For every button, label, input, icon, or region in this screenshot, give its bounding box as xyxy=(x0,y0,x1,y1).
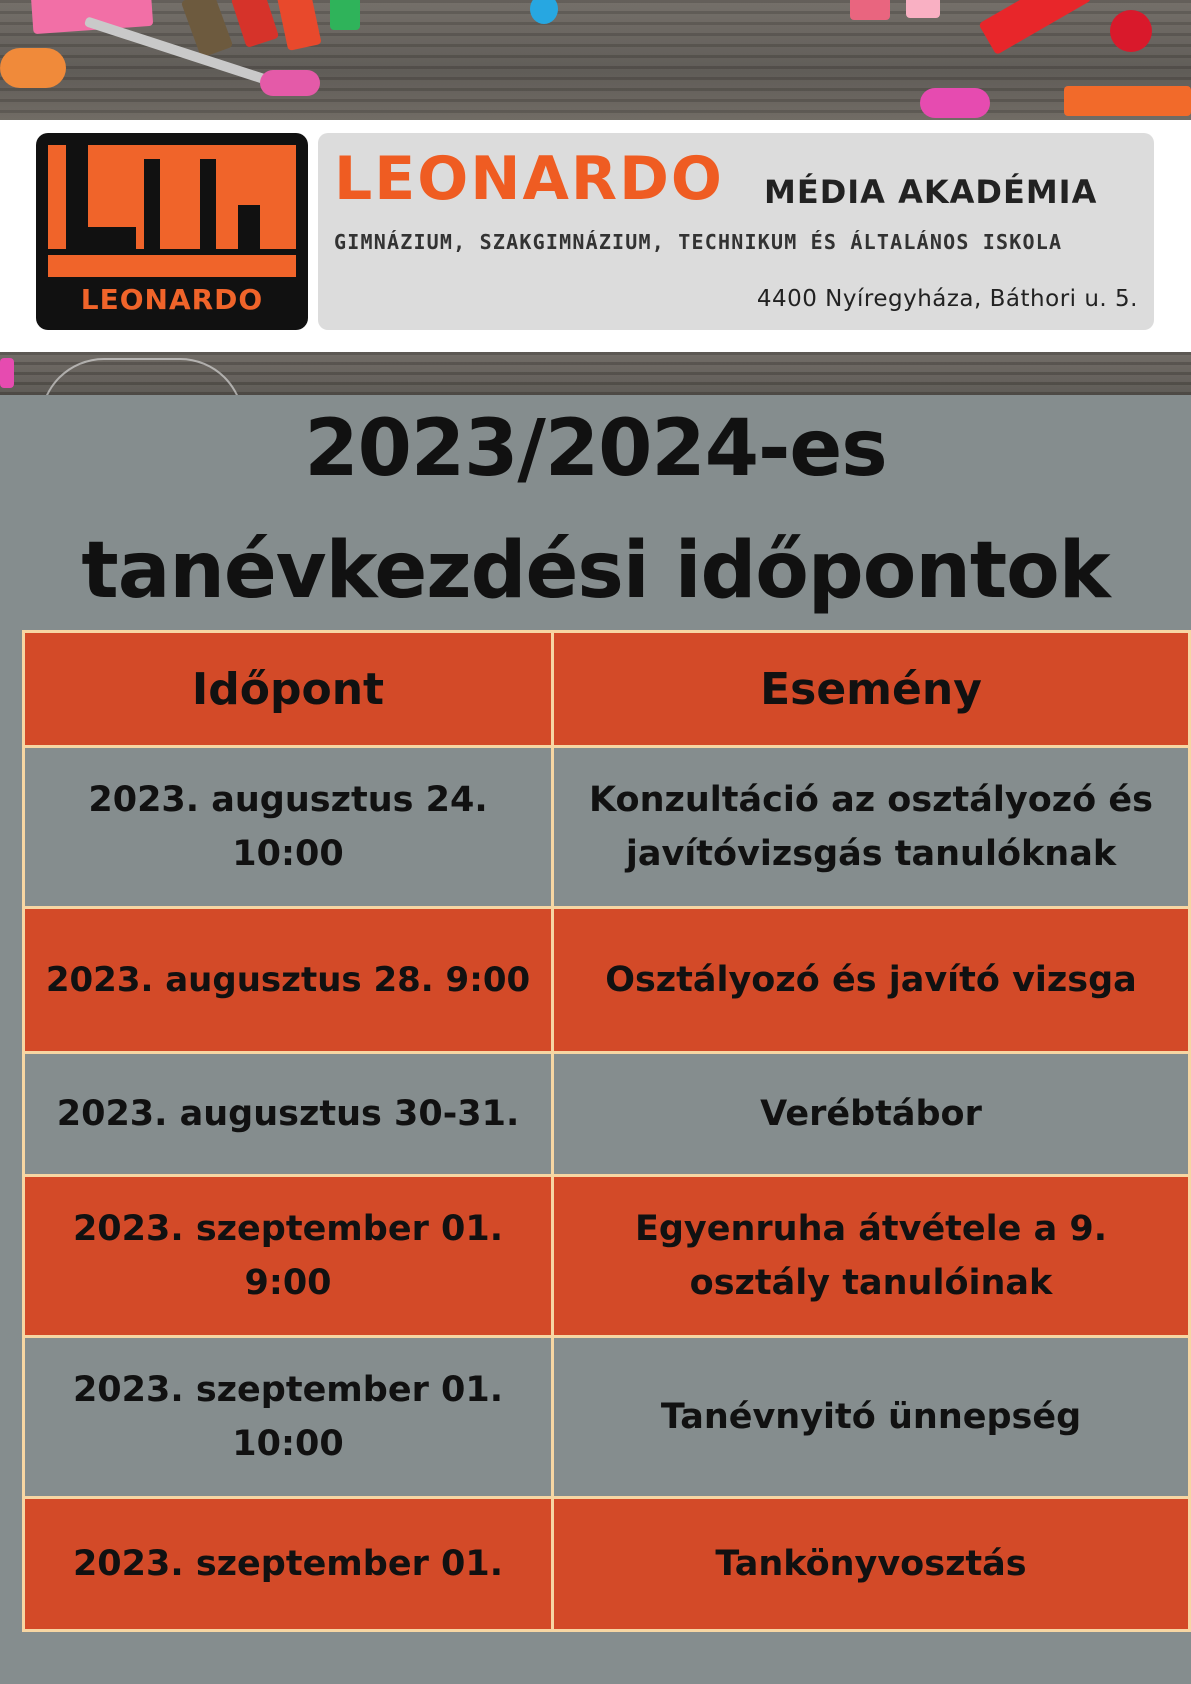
eraser-decoration xyxy=(1064,86,1191,116)
row-date: 2023. augusztus 28. 9:00 xyxy=(24,908,553,1053)
title-line-2: tanévkezdési időpontok xyxy=(81,526,1110,616)
ball-decoration xyxy=(1110,10,1152,52)
row-event: Verébtábor xyxy=(553,1053,1190,1176)
table-row xyxy=(24,747,1190,908)
row-date: 2023. augusztus 30-31. xyxy=(24,1053,553,1176)
clip-decoration xyxy=(0,358,14,388)
row-event: Egyenruha átvétele a 9. osztály tanulóinak xyxy=(553,1176,1190,1337)
schedule-table xyxy=(22,630,1191,1632)
school-logo xyxy=(36,133,308,330)
row-date: 2023. szeptember 01. xyxy=(24,1498,553,1631)
school-address: 4400 Nyíregyháza, Báthori u. 5. xyxy=(756,286,1138,312)
row-event: Osztályozó és javító vizsga xyxy=(553,908,1190,1053)
crayon-decoration xyxy=(850,0,890,20)
column-header-date: Időpont xyxy=(24,632,553,747)
crayon-decoration xyxy=(276,0,321,51)
page-title xyxy=(0,388,1191,632)
crayon-decoration xyxy=(231,0,279,48)
title-line-1: 2023/2024-es xyxy=(304,404,887,494)
row-event: Tankönyvosztás xyxy=(553,1498,1190,1631)
desk-background-top xyxy=(0,0,1191,120)
row-date: 2023. augusztus 24. 10:00 xyxy=(24,747,553,908)
table-row xyxy=(24,908,1190,1053)
school-header xyxy=(0,120,1191,352)
brand-panel xyxy=(318,133,1154,330)
crayon-decoration xyxy=(906,0,940,18)
crayon-decoration xyxy=(330,0,360,30)
table-row xyxy=(24,1053,1190,1176)
clip-decoration xyxy=(920,88,990,118)
table-row xyxy=(24,1498,1190,1631)
crayon-decoration xyxy=(978,0,1091,55)
table-header-row xyxy=(24,632,1190,747)
logo-letters-lma xyxy=(48,145,296,277)
column-header-event: Esemény xyxy=(553,632,1190,747)
school-types: GIMNÁZIUM, SZAKGIMNÁZIUM, TECHNIKUM ÉS ÁLTALÁNOS ISKOLA xyxy=(334,230,1063,254)
row-event: Konzultáció az osztályozó és javítóvizsgás tanulóknak xyxy=(553,747,1190,908)
logo-wordmark: LEONARDO xyxy=(80,283,264,316)
brand-name: LEONARDO xyxy=(334,144,724,214)
table-row xyxy=(24,1176,1190,1337)
brand-suffix: MÉDIA AKADÉMIA xyxy=(764,173,1098,211)
row-date: 2023. szeptember 01. 10:00 xyxy=(24,1337,553,1498)
eraser-decoration xyxy=(0,48,66,88)
row-event: Tanévnyitó ünnepség xyxy=(553,1337,1190,1498)
pin-decoration xyxy=(530,0,558,24)
row-date: 2023. szeptember 01. 9:00 xyxy=(24,1176,553,1337)
table-row xyxy=(24,1337,1190,1498)
compass-tip-decoration xyxy=(260,70,320,96)
